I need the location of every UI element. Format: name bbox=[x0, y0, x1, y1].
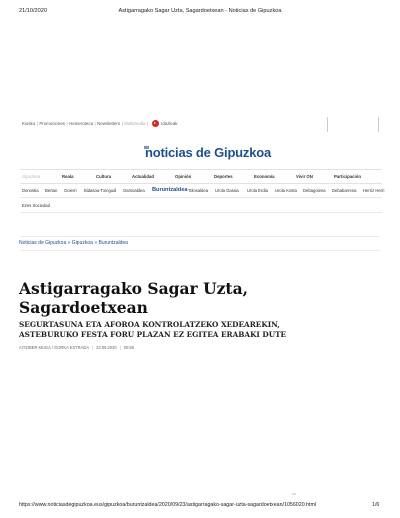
subnav-buruntzaldea[interactable]: Buruntzaldea bbox=[152, 187, 188, 193]
divider bbox=[20, 236, 380, 237]
subnav-herriz-herri[interactable]: Herriz Herri bbox=[363, 188, 385, 193]
print-date: 21/10/2020 bbox=[19, 8, 47, 14]
print-url: https://www.noticiasdegipuzkoa.eus/gipuzkoa/buruntzaldea/2020/09/23/astigarragako-sagar-uzta-sagardoetxean/1056020.html bbox=[19, 502, 317, 508]
divider bbox=[20, 197, 382, 198]
divider bbox=[327, 117, 328, 132]
subnav-debabarrena[interactable]: Debabarrena bbox=[332, 188, 357, 193]
ad-label: Ad bbox=[292, 492, 296, 496]
nav-actualidad[interactable]: Actualidad bbox=[132, 174, 154, 179]
print-header bbox=[0, 8, 400, 18]
play-icon bbox=[152, 120, 159, 127]
subnav-oarsoaldea[interactable]: Oarsoaldea bbox=[123, 188, 145, 193]
divider bbox=[20, 169, 382, 170]
subnav-urola-kosta[interactable]: Urola Kosta bbox=[275, 188, 297, 193]
article-author[interactable]: AITZIBER MUGA / GORKA ESTRADA bbox=[19, 345, 90, 350]
nav-cultura[interactable]: Cultura bbox=[96, 174, 112, 179]
article-subhead: SEGURTASUNA ETA AFOROA KONTROLATZEKO XEDEAREKIN, ASTEBURUKO FESTA FORU PLAZAN EZ EGITEA ERABAKI DUTE bbox=[19, 320, 287, 339]
print-title: Astigarragako Sagar Uzta, Sagardoetxean - Noticias de Gipuzkoa bbox=[118, 8, 282, 14]
subnav-goierri[interactable]: Goierri bbox=[64, 188, 77, 193]
subnav-urola-erdia[interactable]: Urola Erdia bbox=[247, 188, 268, 193]
toplink-idazleak[interactable]: Idazleak bbox=[161, 121, 178, 126]
nav-gipuzkoa[interactable]: Gipuzkoa bbox=[22, 174, 41, 179]
top-links-bar: Kiosko | Promociones | Hemeroteca | Newsletters | Multimedia | Idazleak bbox=[22, 121, 178, 126]
subnav-tolosaldea[interactable]: Tolosaldea bbox=[188, 188, 209, 193]
nav-deportes[interactable]: Deportes bbox=[214, 174, 233, 179]
article-byline: AITZIBER MUGA / GORKA ESTRADA | 23.09.2020 | 00:58 bbox=[19, 345, 134, 350]
divider bbox=[20, 212, 382, 213]
site-logo[interactable]: noticias de Gipuzkoa bbox=[145, 145, 272, 160]
subnav-bidasoa-txingudi[interactable]: Bidasoa-Txingudi bbox=[84, 188, 117, 193]
nav-economia[interactable]: Economía bbox=[254, 174, 275, 179]
subnav-bertan[interactable]: Bertan bbox=[45, 188, 58, 193]
divider bbox=[20, 183, 382, 184]
toplink-multimedia[interactable]: Multimedia bbox=[124, 121, 146, 126]
subnav-donostia[interactable]: Donostia bbox=[22, 188, 39, 193]
print-page-number: 1/6 bbox=[372, 502, 380, 508]
divider bbox=[378, 117, 379, 132]
nav-participacion[interactable]: Participación bbox=[334, 174, 361, 179]
article-headline: Astigarragako Sagar Uzta, Sagardoetxean bbox=[19, 279, 249, 317]
nav-vivir-on[interactable]: Vivir ON bbox=[296, 174, 313, 179]
subnav-ezes-sociedad[interactable]: Ezes Sociedad bbox=[22, 203, 50, 208]
nav-opinion[interactable]: Opinión bbox=[175, 174, 192, 179]
article-date: 23.09.2020 bbox=[96, 345, 117, 350]
toplink-promociones[interactable]: Promociones bbox=[39, 121, 65, 126]
subnav-debagoiena[interactable]: Debagoiena bbox=[303, 188, 326, 193]
nav-reala[interactable]: Reala bbox=[62, 174, 74, 179]
breadcrumb[interactable]: Noticias de Gipuzkoa » Gipuzkoa » Buruntzaldea bbox=[19, 240, 128, 246]
toplink-newsletters[interactable]: Newsletters bbox=[97, 121, 121, 126]
article-time: 00:58 bbox=[123, 345, 134, 350]
subnav-urola-garaia[interactable]: Urola Garaia bbox=[215, 188, 239, 193]
toplink-kiosko[interactable]: Kiosko bbox=[22, 121, 36, 126]
toplink-hemeroteca[interactable]: Hemeroteca bbox=[69, 121, 94, 126]
divider bbox=[20, 250, 380, 251]
